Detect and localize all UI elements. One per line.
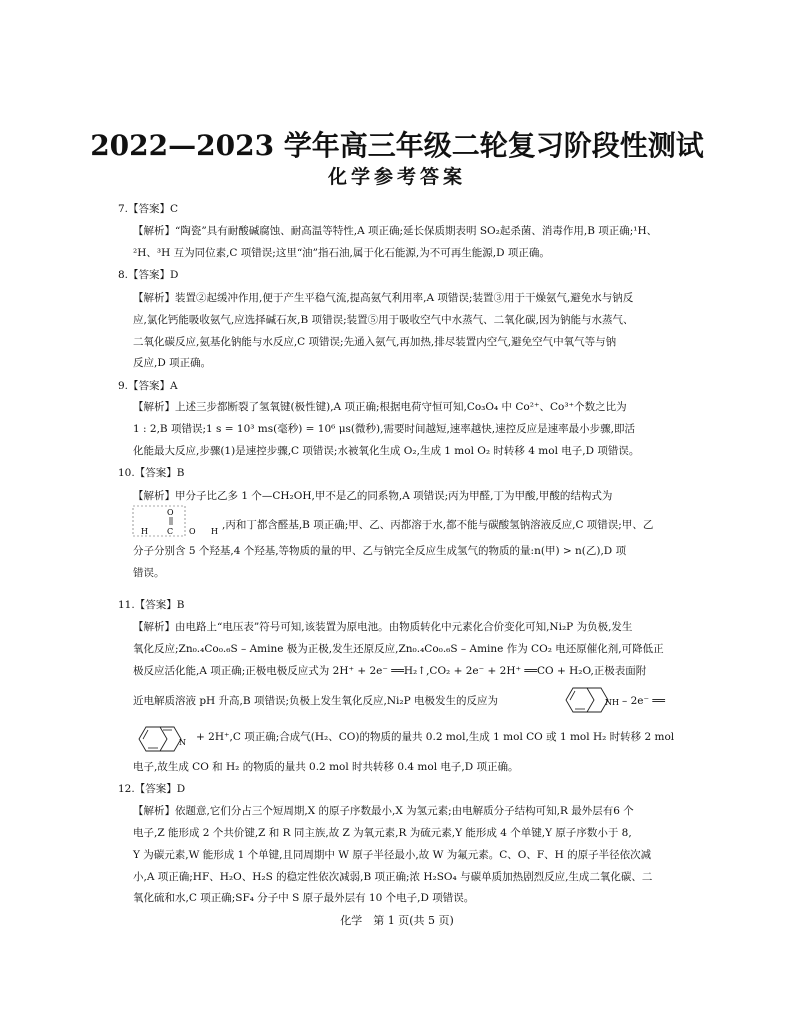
answer-11-analysis-line: + 2H⁺,C 项正确;合成气(H₂、CO)的物质的量共 0.2 mol,生成 1 mol CO 或 1 mol H₂ 时转移 2 mol [196, 731, 675, 743]
structure-atom-o: O [189, 527, 196, 536]
answer-10-heading: 10.【答案】B [118, 467, 185, 479]
answer-9-analysis-line: 【解析】上述三步都断裂了氢氧键(极性键),A 项正确;根据电荷守恒可知,Co₃O₄ 中 Co²⁺、Co³⁺个数之比为 [133, 401, 627, 413]
answer-12-analysis-line: 氧化硫和水,C 项正确;SF₄ 分子中 S 原子最外层有 10 个电子,D 项错误。 [133, 892, 475, 904]
answer-7-analysis-line: 【解析】“陶瓷”具有耐酸碱腐蚀、耐高温等特性,A 项正确;延长保质期表明 SO₂起杀菌、消毒作用,B 项正确;¹H、 [133, 225, 658, 237]
answer-9-analysis-line: 化能最大反应,步骤(1)是速控步骤,C 项错误;水被氧化生成 O₂,生成 1 mol O₂ 时转移 4 mol 电子,D 项错误。 [133, 445, 640, 457]
isoquinoline-structure [136, 722, 192, 756]
answer-12-analysis-line: 【解析】依题意,它们分占三个短周期,X 的原子序数最小,X 为氢元素;由电解质分子结构可知,R 最外层有6 个 [133, 805, 634, 817]
answer-8-analysis-line: 反应,D 项正确。 [133, 357, 212, 369]
answer-9-heading: 9.【答案】A [118, 380, 178, 392]
answer-11-equation-tail: – 2e⁻ ══ [622, 695, 666, 707]
answer-8-analysis-line: 二氧化碳反应,氨基化钠能与水反应,C 项错误;先通入氨气,再加热,排尽装置内空气,避免空气中氧气等与钠 [133, 336, 617, 348]
answer-11-heading: 11.【答案】B [118, 599, 185, 611]
answer-10-analysis-line: 分子分别含 5 个羟基,4 个羟基,等物质的量的甲、乙与钠完全反应生成氢气的物质的量:n(甲) > n(乙),D 项 [133, 545, 627, 557]
structure-atom-h: H [211, 527, 218, 536]
answer-7-heading: 7.【答案】C [118, 203, 179, 215]
answer-10-analysis-line: 【解析】甲分子比乙多 1 个—CH₂OH,甲不是乙的同系物,A 项错误;丙为甲醛,丁为甲酸,甲酸的结构式为 [133, 490, 613, 502]
answer-12-analysis-line: 电子,Z 能形成 2 个共价键,Z 和 R 同主族,故 Z 为氧元素,R 为硫元素,Y 能形成 4 个单键,Y 原子序数小于 8, [133, 827, 632, 839]
answer-7-analysis-line: ²H、³H 互为同位素,C 项错误;这里“油”指石油,属于化石能源,为不可再生能源,D 项正确。 [133, 247, 550, 259]
structure-atom-n: N [179, 738, 186, 747]
answer-11-analysis-line: 近电解质溶液 pH 升高,B 项错误;负极上发生氧化反应,Ni₂P 电极发生的反应为 [133, 695, 498, 707]
structure-atom-nh: NH [605, 698, 619, 707]
answer-11-analysis-line: 【解析】由电路上“电压表”符号可知,该装置为原电池。由物质转化中元素化合价变化可知,Ni₂P 为负极,发生 [133, 621, 633, 633]
answer-10-analysis-line: ,丙和丁都含醛基,B 项正确;甲、乙、丙都溶于水,都不能与碳酸氢钠溶液反应,C 项错误;甲、乙 [222, 519, 654, 531]
answer-11-analysis-line: 极反应活化能,A 项正确;正极电极反应式为 2H⁺ + 2e⁻ ══H₂↑,CO₂ + 2e⁻ + 2H⁺ ══CO + H₂O,正极表面附 [133, 665, 647, 677]
answer-8-analysis-line: 【解析】装置②起缓冲作用,便于产生平稳气流,提高氨气利用率,A 项错误;装置③用于干燥氨气,避免水与钠反 [133, 292, 634, 304]
page-footer: 化学 第 1 页(共 5 页) [340, 914, 454, 927]
formic-acid-structure [132, 505, 220, 537]
answer-8-heading: 8.【答案】D [118, 269, 179, 281]
structure-atom-c: C [167, 527, 174, 536]
answer-9-analysis-line: 1 : 2,B 项错误;1 s = 10³ ms(毫秒) = 10⁶ μs(微秒),需要时间越短,速率越快,速控反应是速率最小步骤,即活 [133, 423, 635, 435]
answer-10-analysis-line: 错误。 [133, 567, 165, 579]
answer-12-analysis-line: Y 为碳元素,W 能形成 1 个单键,且同周期中 W 原子半径最小,故 W 为氟元素。C、O、F、H 的原子半径依次减 [133, 849, 652, 861]
answer-11-analysis-line: 氧化反应;Zn₀.₄Co₀.₆S – Amine 极为正极,发生还原反应,Zn₀.₄Co₀.₆S – Amine 作为 CO₂ 电还原催化剂,可降低正 [133, 643, 664, 655]
answer-12-analysis-line: 小,A 项正确;HF、H₂O、H₂S 的稳定性依次减弱,B 项正确;浓 H₂SO₄ 与碳单质加热剧烈反应,生成二氧化碳、二 [133, 871, 653, 883]
tetrahydroisoquinoline-structure [562, 684, 622, 716]
structure-atom-o: O [167, 508, 174, 517]
structure-atom-h: H [141, 527, 148, 536]
answer-11-analysis-line: 电子,故生成 CO 和 H₂ 的物质的量共 0.2 mol 时共转移 0.4 mol 电子,D 项正确。 [133, 761, 519, 773]
page-subtitle: 化学参考答案 [327, 166, 466, 188]
answer-12-heading: 12.【答案】D [118, 783, 186, 795]
answer-8-analysis-line: 应,氯化钙能吸收氨气,应选择碱石灰,B 项错误;装置⑤用于吸收空气中水蒸气、二氧化碳,因为钠能与水蒸气、 [133, 314, 634, 326]
page-title: 2022—2023 学年高三年级二轮复习阶段性测试 [90, 129, 704, 162]
